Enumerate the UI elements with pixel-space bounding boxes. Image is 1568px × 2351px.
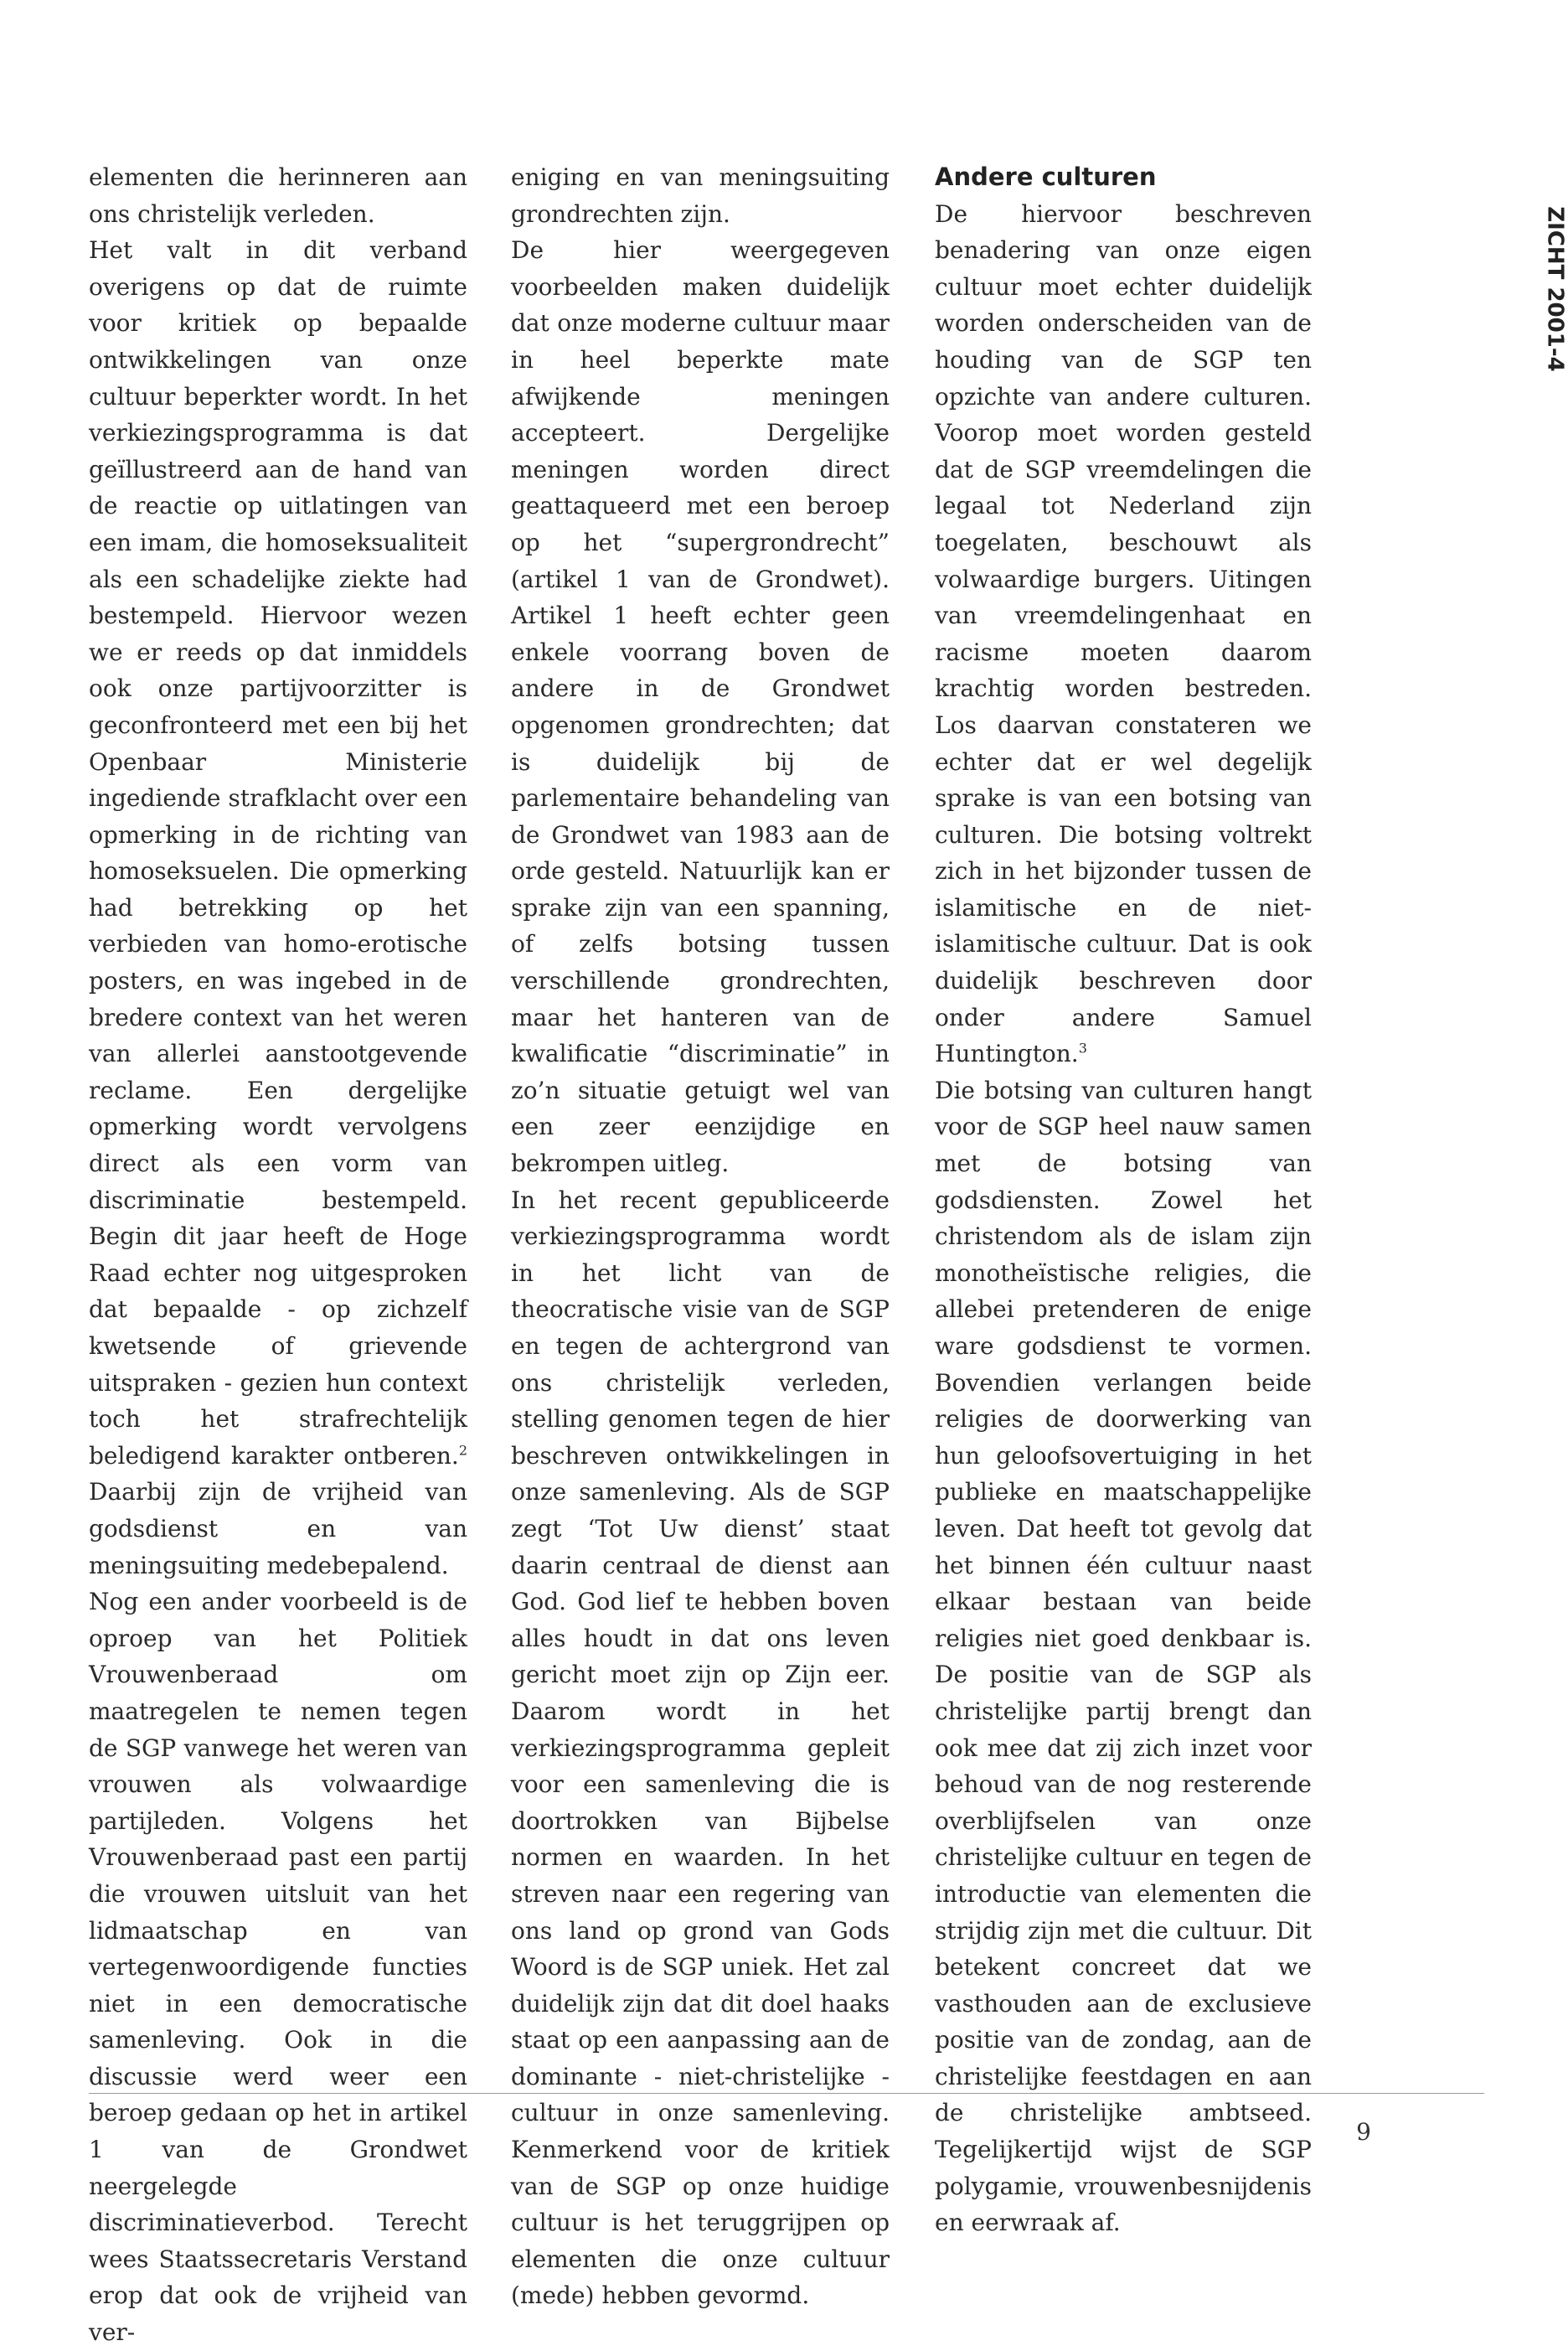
paragraph-text: Het valt in dit verband overigens op dat de ruimte voor kritiek op bepaalde ontwikkelingen van onze cultuur beperkter wordt. In het verkiezingsprogramma is dat geïllustreerd aan de hand van de reactie op uitlatingen van een imam, die homoseksualiteit als een schadelijke ziekte had bestempeld. Hiervoor wezen we er reeds op dat inmiddels ook onze partijvoorzitter is geconfronteerd met een bij het Openbaar Ministerie ingediende strafklacht over een opmerking in de richting van homoseksuelen. Die opmerking had betrekking op het verbieden van homo-erotische posters, en was ingebed in de bredere context van het weren van allerlei aanstootgevende reclame. Een dergelijke opmerking wordt vervolgens direct als een vorm van discriminatie bestempeld. Begin dit jaar heeft de Hoge Raad echter nog uitgesproken dat bepaalde - op zichzelf kwetsende of grievende uitspraken - gezien hun context toch het strafrechtelijk beledigend karakter ontberen. bbox=[89, 236, 467, 1470]
paragraph: elementen die herinneren aan ons christelijk verleden. bbox=[89, 163, 467, 228]
column-3 bbox=[935, 159, 1312, 2241]
paragraph: De hier weergegeven voorbeelden maken duidelijk dat onze moderne cultuur maar in heel beperkte mate afwijkende meningen accepteert. Dergelijke meningen worden direct geattaqueerd met een beroep op het “supergrondrecht” (artikel 1 van de Grondwet). Artikel 1 heeft echter geen enkele voorrang boven de andere in de Grondwet opgenomen grondrechten; dat is duidelijk bij de parlementaire behandeling van de Grondwet van 1983 aan de orde gesteld. Natuurlijk kan er sprake zijn van een spanning, of zelfs botsing tussen verschillende grondrechten, maar het hanteren van de kwalificatie “discriminatie” in zo’n situatie getuigt wel van een zeer eenzijdige en bekrompen uitleg. bbox=[511, 236, 890, 1178]
paragraph-text: Daarbij zijn de vrijheid van godsdienst en van meningsuiting medebepalend. bbox=[89, 1478, 467, 1579]
footnote-ref-2: 2 bbox=[458, 1442, 467, 1459]
paragraph: Nog een ander voorbeeld is de oproep van het Politiek Vrouwenberaad om maatregelen te nemen tegen de SGP vanwege het weren van vrouwen als volwaardige partijleden. Volgens het Vrouwenberaad past een partij die vrouwen uitsluit van het lidmaatschap en van vertegenwoordigende functies niet in een democratische samenleving. Ook in die discussie werd weer een beroep gedaan op het in artikel 1 van de Grondwet neergelegde discriminatieverbod. Terecht wees Staatssecretaris Verstand erop dat ook de vrijheid van ver- bbox=[89, 1588, 467, 2347]
paragraph bbox=[89, 232, 467, 1584]
running-head: ZICHT 2001-4 bbox=[1542, 206, 1568, 372]
paragraph-text: De hiervoor beschreven benadering van onze eigen cultuur moet echter duidelijk worden onderscheiden van de houding van de SGP ten opzichte van andere culturen. Voorop moet worden gesteld dat de SGP vreemdelingen die legaal tot Nederland zijn toegelaten, beschouwt als volwaardige burgers. Uitingen van vreemdelingenhaat en racisme moeten daarom krachtig worden bestreden. Los daarvan constateren we echter dat er wel degelijk sprake is van een botsing van culturen. Die botsing voltrekt zich in het bijzonder tussen de islamitische en de niet-islamitische cultuur. Dat is ook duidelijk beschreven door onder andere Samuel Huntington. bbox=[935, 199, 1312, 1068]
section-heading: Andere culturen bbox=[935, 163, 1157, 191]
column-1 bbox=[89, 159, 467, 2351]
paragraph: Die botsing van culturen hangt voor de SGP heel nauw samen met de botsing van godsdiensten. Zowel het christendom als de islam zijn monotheïstische religies, die allebei pretenderen de enige ware godsdienst te vormen. Bovendien verlangen beide religies de doorwerking van hun geloofsovertuiging in het publieke en maatschappelijke leven. Dat heeft tot gevolg dat het binnen één cultuur naast elkaar bestaan van beide religies niet goed denkbaar is. De positie van de SGP als christelijke partij brengt dan ook mee dat zij zich inzet voor behoud van de nog resterende overblijfselen van onze christelijke cultuur en tegen de introductie van elementen die strijdig zijn met die cultuur. Dit betekent concreet dat we vasthouden aan de exclusieve positie van de zondag, aan de christelijke feestdagen en aan de christelijke ambtseed. Tegelijkertijd wijst de SGP polygamie, vrouwenbesnijdenis en eerwraak af. bbox=[935, 1076, 1312, 2237]
column-2 bbox=[511, 159, 890, 2314]
footer-rule bbox=[89, 2093, 1484, 2094]
paragraph: eniging en van meningsuiting grondrechten zijn. bbox=[511, 163, 890, 228]
paragraph bbox=[935, 196, 1312, 1072]
paragraph: In het recent gepubliceerde verkiezingsprogramma wordt in het licht van de theocratische visie van de SGP en tegen de achtergrond van ons christelijk verleden, stelling genomen tegen de hier beschreven ontwikkelingen in onze samenleving. Als de SGP zegt ‘Tot Uw dienst’ staat daarin centraal de dienst aan God. God lief te hebben boven alles houdt in dat ons leven gericht moet zijn op Zijn eer. Daarom wordt in het verkiezingsprogramma gepleit voor een samenleving die is doortrokken van Bijbelse normen en waarden. In het streven naar een regering van ons land op grond van Gods Woord is de SGP uniek. Het zal duidelijk zijn dat dit doel haaks staat op een aanpassing aan de dominante - niet-christelijke - cultuur in onze samenleving. Kenmerkend voor de kritiek van de SGP op onze huidige cultuur is het teruggrijpen op elementen die onze cultuur (mede) hebben gevormd. bbox=[511, 1186, 890, 2310]
page-number: 9 bbox=[1356, 2118, 1371, 2146]
footnote-ref-3: 3 bbox=[1078, 1040, 1087, 1057]
